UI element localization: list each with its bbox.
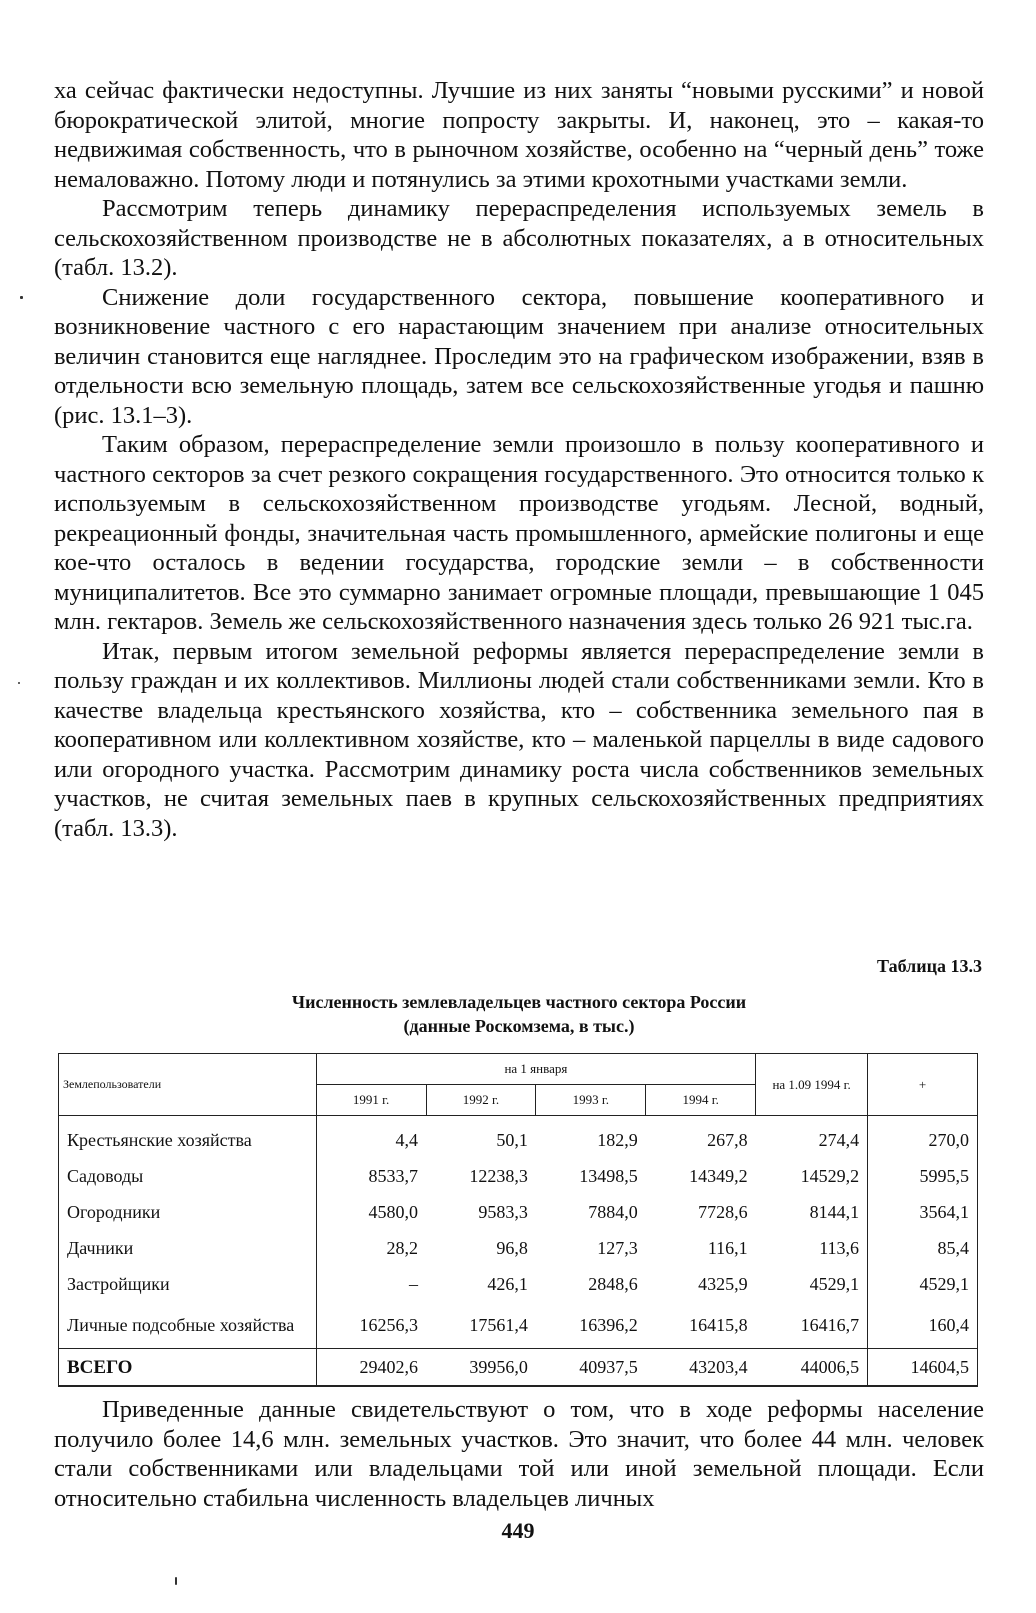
cell: 426,1 <box>487 1273 528 1294</box>
header-year-1991: 1991 г. <box>316 1085 426 1116</box>
row-name: Личные подсобные хозяйства <box>59 1302 317 1349</box>
cell-delta: 14604,5 <box>868 1349 978 1387</box>
scan-speck <box>18 682 20 684</box>
cell: 40937,5 <box>536 1349 646 1387</box>
body-text-bottom <box>54 1395 984 1513</box>
cell: 39956,0 <box>426 1349 536 1387</box>
cell-delta: 160,4 <box>868 1302 978 1349</box>
cell: 16396,2 <box>579 1314 638 1335</box>
cell: 4325,9 <box>698 1273 748 1294</box>
table-row <box>59 1302 978 1349</box>
cell: 7884,0 <box>588 1201 638 1222</box>
row-name: Крестьянские хозяйства <box>59 1116 317 1159</box>
header-year-1993: 1993 г. <box>536 1085 646 1116</box>
cell: 4,4 <box>395 1129 418 1150</box>
cell: 182,9 <box>597 1129 638 1150</box>
cell-delta: 5995,5 <box>868 1158 978 1194</box>
table-row <box>59 1194 978 1230</box>
row-name: Дачники <box>59 1230 317 1266</box>
header-group-jan1: на 1 января <box>316 1054 756 1085</box>
table-row <box>59 1158 978 1194</box>
paragraph-6: Приведенные данные свидетельствуют о том, что в ходе реформы население получило более 14,6 млн. земельных участков. Это значит, что более 44 млн. человек стали собственниками или владельцами той или иной земельной площади. Если относительно стабильна численность владельцев личных <box>54 1396 984 1512</box>
cell: 127,3 <box>597 1237 638 1258</box>
cell: 44006,5 <box>756 1349 868 1387</box>
row-name-total: ВСЕГО <box>59 1349 317 1387</box>
cell: – <box>409 1273 418 1294</box>
row-name: Садоводы <box>59 1158 317 1194</box>
cell-delta: 270,0 <box>868 1116 978 1159</box>
cell: 9583,3 <box>478 1201 528 1222</box>
cell: 267,8 <box>707 1129 748 1150</box>
header-date-col: на 1.09 1994 г. <box>756 1054 868 1116</box>
cell: 29402,6 <box>316 1349 426 1387</box>
scan-speck <box>175 1577 177 1585</box>
cell: 17561,4 <box>469 1314 528 1335</box>
cell: 274,4 <box>818 1129 860 1150</box>
cell: 43203,4 <box>646 1349 756 1387</box>
header-year-1992: 1992 г. <box>426 1085 536 1116</box>
landowners-table <box>58 1053 978 1387</box>
cell: 4529,1 <box>809 1273 860 1294</box>
header-year-1994: 1994 г. <box>646 1085 756 1116</box>
cell: 14529,2 <box>800 1165 860 1186</box>
table-title-line-1: Численность землевладельцев частного сектора России <box>291 992 747 1012</box>
cell: 116,1 <box>707 1237 748 1258</box>
paragraph-5: Итак, первым итогом земельной реформы является перераспределение земли в пользу граждан и их коллективов. Миллионы людей стали собственниками земли. Кто в качестве владельца крестьянского хозяйства, кто – собственника земельного пая в кооперативном или коллективном хозяйстве, кто – маленькой парцеллы в виде садового или огородного участка. Рассмотрим динамику роста числа собственников земельных участков, не считая земельных паев в крупных сельскохозяйственных предприятиях (табл. 13.3). <box>54 637 984 842</box>
cell: 7728,6 <box>698 1201 748 1222</box>
cell: 28,2 <box>386 1237 418 1258</box>
cell: 16256,3 <box>359 1314 418 1335</box>
row-name: Огородники <box>59 1194 317 1230</box>
paragraph-2: Рассмотрим теперь динамику перераспределения используемых земель в сельскохозяйственном производстве не в абсолютных показателях, а в относительных (табл. 13.2). <box>54 195 984 281</box>
paragraph-4: Таким образом, перераспределение земли произошло в пользу кооперативного и частного секторов за счет резкого сокращения государственного. Это относится только к используемым в сельскохозяйственном производстве угодьям. Лесной, водный, рекреационный фонды, значительная часть промышленного, армейские полигоны и еще кое-что осталось в ведении государства, городские земли – в собственности муниципалитетов. Все это суммарно занимает огромные площади, превышающие 1 045 млн. гектаров. Земель же сельскохозяйственного назначения здесь только 26 921 тыс.га. <box>54 431 984 635</box>
table-title-line-2: (данные Роскомзема, в тыс.) <box>403 1016 635 1036</box>
cell: 12238,3 <box>469 1165 528 1186</box>
scan-speck <box>20 296 23 299</box>
cell: 8533,7 <box>368 1165 418 1186</box>
table-row <box>59 1116 978 1159</box>
cell: 16416,7 <box>800 1314 860 1335</box>
cell: 16415,8 <box>689 1314 748 1335</box>
paragraph-3: Снижение доли государственного сектора, повышение кооперативного и возникновение частного с его нарастающим значением при анализе относительных величин становится еще нагляднее. Проследим это на графическом изображении, взяв в отдельности всю земельную площадь, затем все сельскохозяйственные угодья и пашню (рис. 13.1–3). <box>54 283 984 429</box>
cell: 4580,0 <box>368 1201 418 1222</box>
table-label: Таблица 13.3 <box>877 956 982 976</box>
table-total-row <box>59 1349 978 1387</box>
cell-delta: 3564,1 <box>868 1194 978 1230</box>
cell: 50,1 <box>496 1129 528 1150</box>
body-text-top <box>54 76 984 843</box>
header-landusers: Землепользователи <box>59 1054 317 1116</box>
cell: 13498,5 <box>579 1165 638 1186</box>
cell: 96,8 <box>496 1237 528 1258</box>
cell-delta: 85,4 <box>868 1230 978 1266</box>
row-name: Застройщики <box>59 1266 317 1302</box>
cell-delta: 4529,1 <box>868 1266 978 1302</box>
header-delta: + <box>868 1054 978 1116</box>
page-number: 449 <box>501 1518 535 1543</box>
cell: 14349,2 <box>689 1165 748 1186</box>
cell: 2848,6 <box>588 1273 638 1294</box>
table-row <box>59 1230 978 1266</box>
table-title <box>54 990 984 1038</box>
cell: 113,6 <box>819 1237 860 1258</box>
table-row <box>59 1266 978 1302</box>
cell: 8144,1 <box>809 1201 860 1222</box>
paragraph-1: ха сейчас фактически недоступны. Лучшие из них заняты “новыми русскими” и новой бюрократической элитой, многие попросту закрыты. И, наконец, это – какая-то недвижимая собственность, что в рыночном хозяйстве, особенно на “черный день” тоже немаловажно. Потому люди и потянулись за этими крохотными участками земли. <box>54 77 984 193</box>
